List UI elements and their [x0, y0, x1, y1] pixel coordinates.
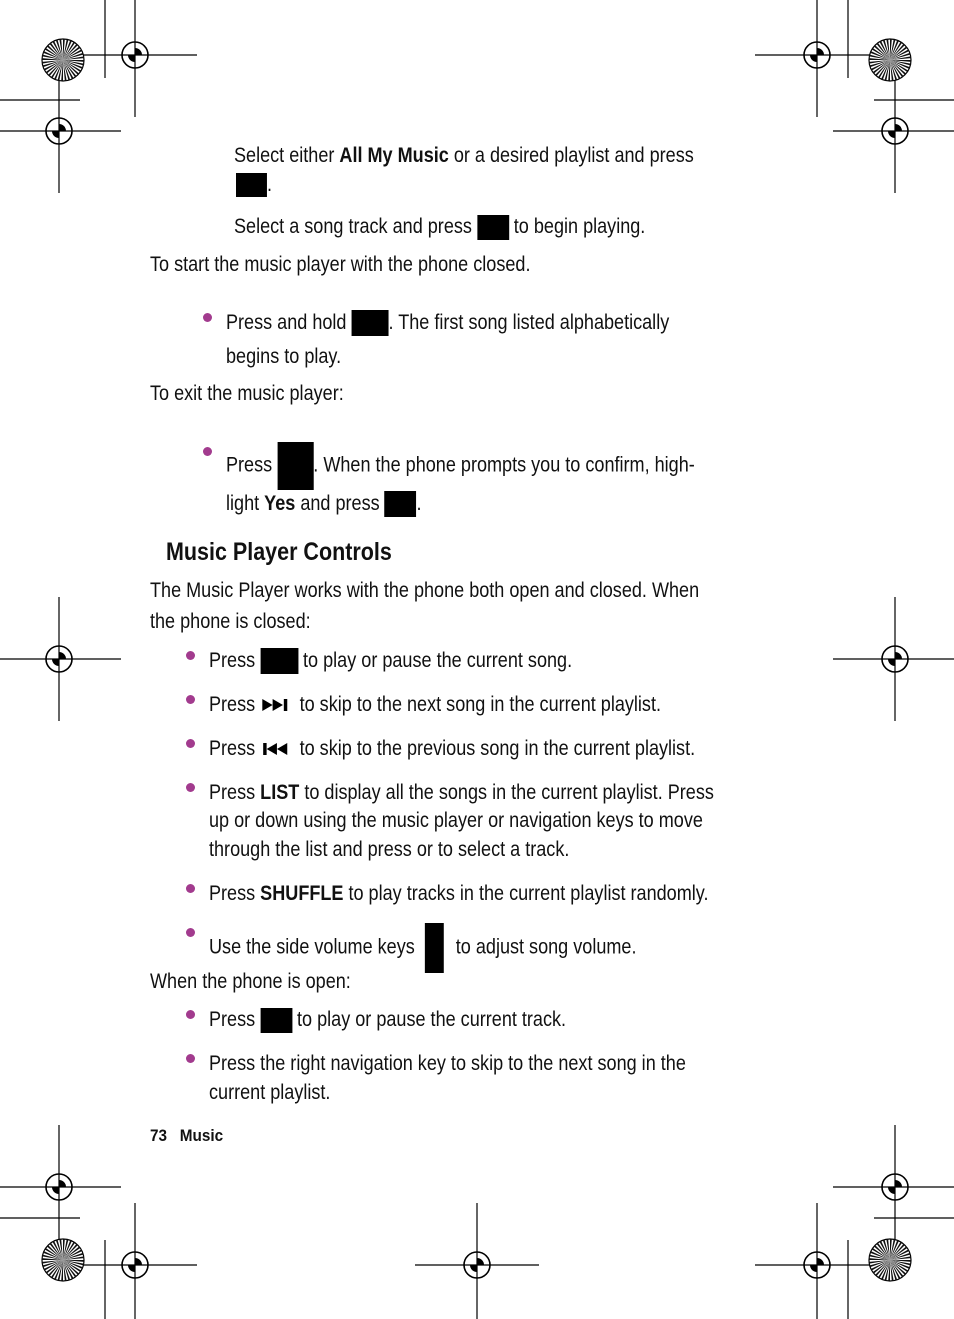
text: and press	[295, 492, 385, 515]
line-highlight-yes	[226, 489, 422, 518]
yes-label: Yes	[264, 492, 296, 515]
bullet-play-pause	[209, 646, 572, 675]
text: the phone is closed:	[150, 610, 311, 633]
line-start-closed	[150, 250, 530, 279]
crosshair-fill	[810, 1258, 824, 1272]
text: To start the music player with the phone closed.	[150, 253, 531, 276]
text: Press	[209, 781, 261, 804]
text: up or down using the music player or navigation keys to move	[209, 809, 703, 832]
paragraph-line	[150, 967, 351, 996]
bullet-right-nav	[209, 1049, 686, 1078]
text: begins to play.	[226, 345, 342, 368]
bullet-open-play	[209, 1005, 566, 1034]
bullet-icon	[186, 651, 195, 660]
text: . The first song listed alphabetically	[388, 311, 670, 334]
text: Press and hold	[226, 311, 352, 334]
bullet-press-exit	[226, 442, 695, 490]
bullet-icon	[186, 1010, 195, 1019]
crosshair-fill	[128, 48, 142, 62]
bullet-skip-prev	[209, 734, 695, 763]
crosshair-fill	[470, 1258, 484, 1272]
bullet-list-line3	[209, 835, 569, 864]
bullet-icon	[186, 695, 195, 704]
text: When the phone is open:	[150, 970, 351, 993]
skip-next-icon	[260, 696, 294, 714]
bullet-right-nav-line2	[209, 1078, 330, 1107]
crosshair-fill	[52, 652, 66, 666]
paragraph-line	[150, 576, 699, 605]
all-my-music-label: All My Music	[339, 144, 449, 167]
bullet-list-line2	[209, 806, 703, 835]
bullet-volume	[209, 923, 636, 973]
bullet-icon	[203, 313, 212, 322]
select-key-icon	[385, 491, 417, 517]
end-key-icon	[277, 442, 313, 490]
text: Press	[209, 693, 261, 716]
text: to display all the songs in the current playlist. Press	[299, 781, 714, 804]
play-pause-key-icon	[260, 1008, 292, 1033]
section-heading: Music Player Controls	[166, 538, 392, 566]
section-name: Music	[179, 1126, 224, 1145]
page-number: 73	[150, 1126, 168, 1145]
select-key-icon	[477, 215, 509, 240]
text: Press	[209, 649, 261, 672]
select-key-icon	[236, 173, 267, 197]
crosshair-fill	[888, 1180, 902, 1194]
bullet-icon	[186, 739, 195, 748]
text: To exit the music player:	[150, 382, 344, 405]
crosshair-fill	[810, 48, 824, 62]
text: to skip to the next song in the current playlist.	[294, 693, 661, 716]
bullet-icon	[186, 928, 195, 937]
bullet-shuffle	[209, 879, 708, 908]
crosshair-fill	[52, 1180, 66, 1194]
text: Use the side volume keys	[209, 935, 420, 959]
text: Select a song track and press	[234, 215, 477, 238]
paragraph-line	[150, 607, 311, 636]
text: through the list and press or to select a track.	[209, 838, 570, 861]
text: to play tracks in the current playlist randomly.	[343, 882, 709, 905]
crosshair-fill	[888, 652, 902, 666]
text: . When the phone prompts you to confirm, high-	[313, 453, 695, 477]
text: to begin playing.	[508, 215, 646, 238]
text: The Music Player works with the phone both open and closed. When	[150, 579, 700, 602]
page-footer	[150, 1126, 223, 1146]
skip-previous-icon	[260, 740, 294, 758]
text: or a desired playlist and press	[448, 144, 694, 167]
text: light	[226, 492, 265, 515]
text: .	[416, 492, 422, 515]
hold-key-icon	[352, 310, 389, 336]
crosshair-fill	[128, 1258, 142, 1272]
text: current playlist.	[209, 1081, 331, 1104]
line-select-playlist	[234, 141, 694, 170]
play-pause-key-icon	[260, 648, 298, 674]
list-label: LIST	[260, 781, 300, 804]
bullet-skip-next	[209, 690, 661, 719]
text: to play or pause the current song.	[298, 649, 573, 672]
line-begins-play	[226, 342, 341, 371]
bullet-icon	[186, 783, 195, 792]
shuffle-label: SHUFFLE	[260, 882, 344, 905]
line-select-track	[234, 212, 645, 241]
crosshair-fill	[888, 124, 902, 138]
text: Select either	[234, 144, 340, 167]
crosshair-fill	[52, 124, 66, 138]
text: Press	[209, 737, 261, 760]
bullet-list	[209, 778, 714, 807]
bullet-press-hold	[226, 308, 669, 337]
text: to play or pause the current track.	[292, 1008, 567, 1031]
bullet-icon	[203, 447, 212, 456]
text: to skip to the previous song in the current playlist.	[294, 737, 696, 760]
text: Press the right navigation key to skip to the next song in the	[209, 1052, 686, 1075]
text: Press	[209, 1008, 261, 1031]
volume-keys-icon	[425, 923, 444, 973]
text: .	[266, 173, 272, 196]
text: Press	[226, 453, 278, 477]
bullet-icon	[186, 1054, 195, 1063]
line-exit-player	[150, 379, 344, 408]
bullet-icon	[186, 884, 195, 893]
line-press-key	[236, 170, 272, 199]
text: Press	[209, 882, 261, 905]
text: to adjust song volume.	[450, 935, 637, 959]
